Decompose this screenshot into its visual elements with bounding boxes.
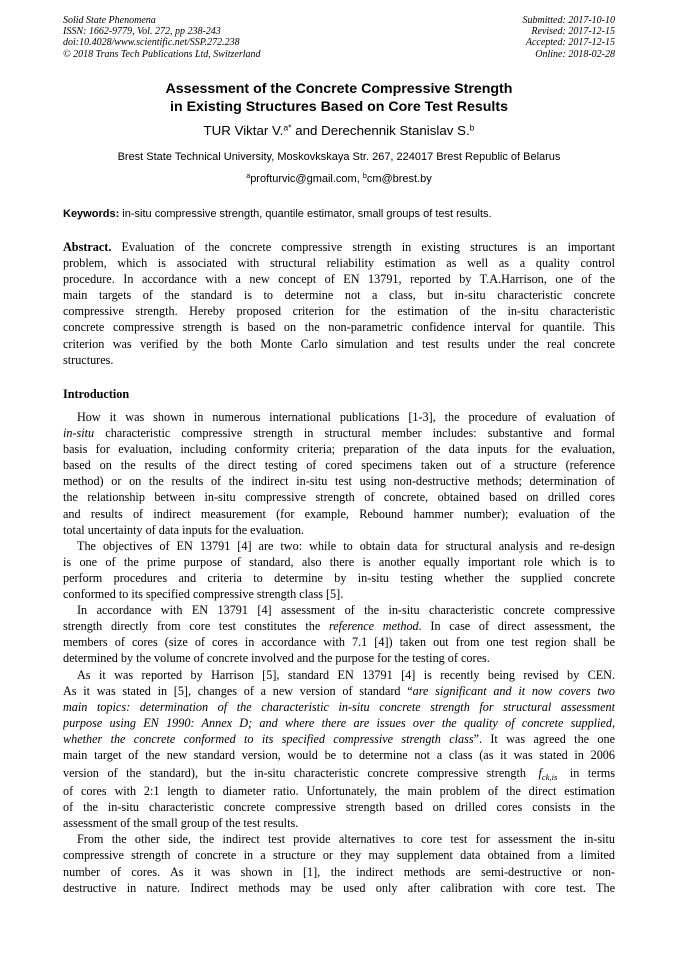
author-list [63,123,615,139]
body-line: the relationship between in-situ compressive strength of concrete, obtained based on drilled cores [63,490,615,505]
body-line: conformed to its specified compressive strength class [5]. [63,587,344,602]
accepted-date: Accepted: 2017-12-15 [525,37,615,49]
section-heading-introduction: Introduction [63,387,130,401]
keywords-text: in-situ compressive strength, quantile estimator, small groups of test results. [119,208,492,220]
body-line: based on the results of the direct testing of cored specimens taken out of a structure (reference [63,458,615,473]
author-1-marker: a* [283,122,292,133]
body-line: total uncertainty of data inputs for the evaluation. [63,522,304,537]
body-line: As it was reported by Harrison [5], standard EN 13791 [4] is recently being revised by CEN. [77,667,615,682]
body-line: As it was stated in [5], changes of a new version of standard “are significant and it now covers two [63,683,615,698]
body-line: In accordance with EN 13791 [4] assessment of the in-situ characteristic concrete compressive [77,603,615,618]
abstract-line: Abstract. Evaluation of the concrete compressive strength in existing structures is an important [63,240,615,254]
body-line: purpose using EN 1990: Annex D; and where there are issues over the quality of concrete supplied, [63,715,615,730]
body-line: method) or on the results of the indirect in-situ test using non-destructive methods; determination of [63,474,615,489]
email-a[interactable]: profturvic@gmail.com, [250,173,363,185]
body-line: determined by the volume of concrete involved and the purpose for the testing of cores. [63,651,490,666]
copyright-line: © 2018 Trans Tech Publications Ltd, Switzerland [63,48,261,60]
abstract-line: compressive strength. Hereby proposed criterion for the estimation of the in-situ characteristic [63,304,615,319]
introduction-body [63,409,615,896]
body-line: basis for evaluation, including conformity criteria; preparation of the data inputs for the evaluation, [63,442,615,457]
body-line: number of cores. As it was shown in [1], the indirect methods are semi-destructive or non- [63,864,615,879]
author-separator: and [291,123,322,138]
symbol-fck-is: $f_{ck,is}$ [538,766,558,783]
body-line: compressive strength of concrete in a structure or they may supplement data obtained from a limited [63,848,615,863]
email-b-marker: b [362,172,367,181]
online-date: Online: 2018-02-28 [535,48,615,60]
abstract-line: structures. [63,352,114,367]
affiliation: Brest State Technical University, Moskovkskaya Str. 267, 224017 Brest Republic of Belarus [117,151,561,163]
keywords-label: Keywords: [63,208,120,220]
body-line: assessment of the small group of the test results. [63,816,299,831]
keywords [63,207,615,221]
body-line: in-situ characteristic compressive strength in structural member includes: substantive and formal [63,426,615,441]
body-line: version of the standard), but the in-situ characteristic concrete compressive strength $f_{ck,is}$ in terms [63,763,615,783]
author-2: Derechennik Stanislav S. [321,123,470,138]
abstract-line: concrete compressive strength is based on the non-parametric confidence interval for quantile. This [63,320,615,335]
abstract-label: Abstract. [63,240,112,254]
submitted-date: Submitted: 2017-10-10 [522,15,615,26]
submission-dates [523,15,616,60]
author-2-marker: b [469,122,475,133]
issn-line: ISSN: 1662-9779, Vol. 272, pp 238-243 [63,26,221,38]
body-line: and results of indirect measurement (for example, Rebound hammer number); evaluation of the [63,506,615,521]
body-line: perform procedures and criteria to determine by in-situ testing whether the supplied concrete [63,570,615,585]
body-line: From the other side, the indirect test provide alternatives to core test for assessment the in-situ [77,832,615,847]
body-line: How it was shown in numerous international publications [1-3], the procedure of evaluation of [77,410,615,424]
body-line: The objectives of EN 13791 [4] are two: while to obtain data for structural analysis and re-design [77,538,615,553]
abstract-line: procedure. In accordance with a new concept of EN 13791, reported by T.A.Harrison, one of the [63,272,615,287]
author-emails [63,172,615,186]
paper-title [63,80,615,116]
revised-date: Revised: 2017-12-15 [531,26,615,38]
body-line: strength directly from core test constitutes the reference method. In case of direct assessment, the [63,619,615,634]
doi-line: doi:10.4028/www.scientific.net/SSP.272.238 [63,37,240,49]
body-line: whether the concrete conformed to its specified compressive strength class”. It was agreed the one [63,731,615,746]
abstract-line: main targets of the standard is to determine not a class, but in-situ characteristic concrete [63,288,615,303]
body-line: main topics: determination of the characteristic in-situ concrete strength for structural assessment [63,699,615,714]
body-line: main target of the new standard version, would be to determine not a class (as it was stated in 2006 [63,747,615,762]
abstract [63,239,615,368]
author-1: TUR Viktar V. [203,123,284,138]
body-line: members of cores (size of cores in accordance with 7.1 [4]) taken out from one test region shall be [63,635,615,650]
body-line: is one of the prime purpose of standard, also there is another equally important role which is to [63,554,615,569]
email-a-marker: a [246,172,251,181]
journal-name: Solid State Phenomena [63,15,156,26]
body-line: destructive in nature. Indirect methods may be used only after calibration with core test. The [63,880,615,895]
body-line: of cores with 2:1 length to diameter ratio. Unfortunately, the main problem of the direct estimation [63,784,615,799]
title-line-2: in Existing Structures Based on Core Test Results [170,99,508,115]
title-line-1: Assessment of the Concrete Compressive Strength [165,81,513,97]
journal-info [63,15,261,60]
abstract-line: problem, which is associated with structural reliability estimation as well as a quality control [63,256,615,271]
body-line: of the in-situ characteristic concrete compressive strength based on drilled cores consists in the [63,800,615,815]
abstract-line: criterion was verified by the both Monte Carlo simulation and test results under the real concrete [63,336,615,351]
email-b[interactable]: cm@brest.by [366,173,432,185]
